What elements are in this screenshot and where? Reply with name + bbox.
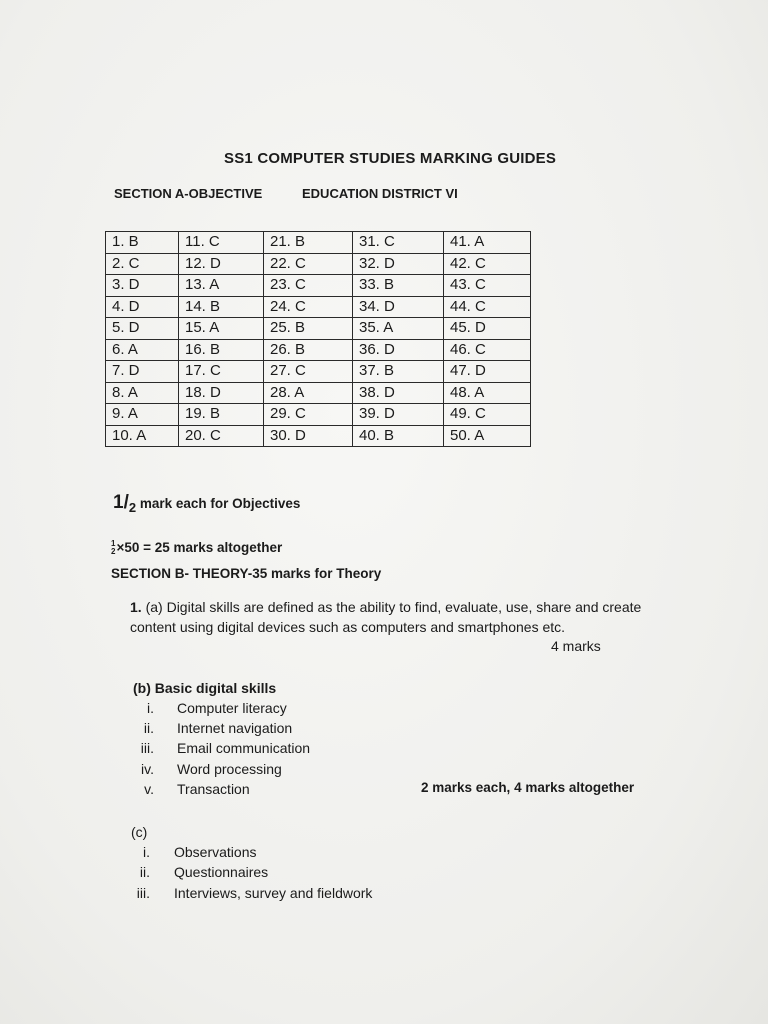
answer-cell: 41. A xyxy=(444,232,531,254)
answer-cell: 21. B xyxy=(264,232,353,254)
answer-cell: 15. A xyxy=(179,318,264,340)
answer-cell: 18. D xyxy=(179,382,264,404)
answer-cell: 25. B xyxy=(264,318,353,340)
answer-cell: 50. A xyxy=(444,425,531,447)
answer-cell: 39. D xyxy=(353,404,444,426)
answer-cell: 28. A xyxy=(264,382,353,404)
part-c-heading: (c) xyxy=(131,824,148,840)
table-row xyxy=(106,404,531,426)
answer-cell: 35. A xyxy=(353,318,444,340)
page-title: SS1 COMPUTER STUDIES MARKING GUIDES xyxy=(224,150,557,167)
answer-cell: 6. A xyxy=(106,339,179,361)
answer-cell: 2. C xyxy=(106,253,179,275)
answer-cell: 3. D xyxy=(106,275,179,297)
part-a-marks: 4 marks xyxy=(551,638,601,654)
table-row xyxy=(106,361,531,383)
answer-cell: 40. B xyxy=(353,425,444,447)
answer-cell: 27. C xyxy=(264,361,353,383)
objectives-total-note xyxy=(111,540,282,556)
answer-cell: 43. C xyxy=(444,275,531,297)
question-1-part-a xyxy=(130,598,690,637)
document-page: SS1 COMPUTER STUDIES MARKING GUIDES SECTION A-OBJECTIVE EDUCATION DISTRICT VI 1. B 11. C 21. B 31. C 41. A 2. C 12. D 22. C 32. D 42. C 3. D 13. A 23. C 33. B 43. C 4. D 14. B 24. C 34. D 44. C 5. D 15. A 25. B 35. A 45. D 6. A 16. B 26. B 36. D 46. C 7. D 17. C 27. C 37. B 47. D 8. A 18. D 28. A 38. D 48. A 9. A 19. B 29. C 39. D 49. C 10. A 20. C 30. D 40. B 50. A $1/_2$ mark each for Objectives 1 2×50 = 25 marks altogether SECTION B- THEORY-35 marks for Theory 1. (a) Digital skills are defined as the ability to find, evaluate, use, share and create content using digital devices such as computers and smartphones etc. 4 marks (b) Basic digital skills i. Computer literacy ii. Internet navigation iii. Email communication iv. Word processing v. Transaction 2 marks each, 4 marks altogether (c) i. Observations ii. Questionnaires iii. Interviews, survey and fieldwork xyxy=(0,0,768,1024)
answer-cell: 14. B xyxy=(179,296,264,318)
answer-cell: 16. B xyxy=(179,339,264,361)
answer-cell: 46. C xyxy=(444,339,531,361)
answer-cell: 37. B xyxy=(353,361,444,383)
answer-cell: 8. A xyxy=(106,382,179,404)
answer-cell: 19. B xyxy=(179,404,264,426)
answer-cell: 49. C xyxy=(444,404,531,426)
answer-cell: 1. B xyxy=(106,232,179,254)
answer-cell: 13. A xyxy=(179,275,264,297)
answer-cell: 48. A xyxy=(444,382,531,404)
table-row xyxy=(106,232,531,254)
answer-cell: 9. A xyxy=(106,404,179,426)
answer-cell: 38. D xyxy=(353,382,444,404)
part-b-heading: (b) Basic digital skills xyxy=(133,680,277,696)
answer-cell: 30. D xyxy=(264,425,353,447)
answer-cell: 32. D xyxy=(353,253,444,275)
answer-cell: 42. C xyxy=(444,253,531,275)
answer-cell: 26. B xyxy=(264,339,353,361)
answer-cell: 45. D xyxy=(444,318,531,340)
table-row xyxy=(106,382,531,404)
table-row xyxy=(106,318,531,340)
answer-cell: 5. D xyxy=(106,318,179,340)
half-fraction: $1/_2$ xyxy=(113,492,137,515)
answer-cell: 36. D xyxy=(353,339,444,361)
question-number: 1. xyxy=(130,599,142,615)
table-row xyxy=(106,425,531,447)
table-row xyxy=(106,339,531,361)
table-row xyxy=(106,275,531,297)
objectives-marks-text: mark each for Objectives xyxy=(139,496,301,511)
answer-cell: 44. C xyxy=(444,296,531,318)
answer-cell: 29. C xyxy=(264,404,353,426)
answer-cell: 11. C xyxy=(179,232,264,254)
answer-cell: 12. D xyxy=(179,253,264,275)
part-a-answer: (a) Digital skills are defined as the ability to find, evaluate, use, share and create content using digital devices such as computers and smartphones etc. xyxy=(130,599,642,635)
answer-cell: 7. D xyxy=(106,361,179,383)
part-b-marks: 2 marks each, 4 marks altogether xyxy=(421,780,635,795)
answer-key-table xyxy=(105,231,531,447)
objectives-marks-note xyxy=(113,492,300,515)
objectives-total-text: ×50 = 25 marks altogether xyxy=(116,540,283,555)
section-a-heading: SECTION A-OBJECTIVE xyxy=(114,186,263,201)
answer-cell: 24. C xyxy=(264,296,353,318)
answer-cell: 22. C xyxy=(264,253,353,275)
answer-cell: 17. C xyxy=(179,361,264,383)
answer-cell: 33. B xyxy=(353,275,444,297)
table-row xyxy=(106,296,531,318)
answer-cell: 10. A xyxy=(106,425,179,447)
answer-cell: 4. D xyxy=(106,296,179,318)
answer-cell: 31. C xyxy=(353,232,444,254)
district-label: EDUCATION DISTRICT VI xyxy=(302,186,458,201)
total-fraction: 1 2 xyxy=(111,539,116,557)
answer-cell: 47. D xyxy=(444,361,531,383)
answer-cell: 34. D xyxy=(353,296,444,318)
answer-cell: 23. C xyxy=(264,275,353,297)
answer-cell: 20. C xyxy=(179,425,264,447)
section-b-heading: SECTION B- THEORY-35 marks for Theory xyxy=(111,566,382,581)
table-row xyxy=(106,253,531,275)
